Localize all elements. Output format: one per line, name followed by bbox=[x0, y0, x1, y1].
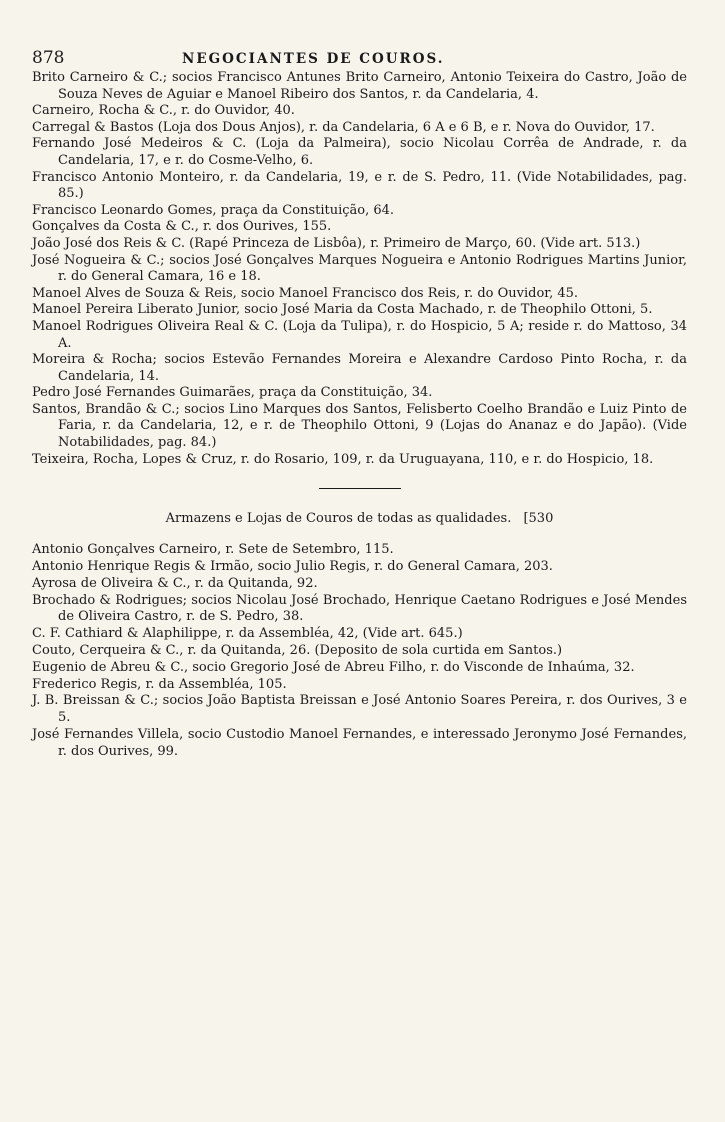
directory-entry: Manoel Rodrigues Oliveira Real & C. (Loja da Tulipa), r. do Hospicio, 5 A; reside r. do Mattoso, 34 A. bbox=[32, 318, 687, 351]
directory-entry: Frederico Regis, r. da Assembléa, 105. bbox=[32, 676, 287, 692]
directory-entry: José Nogueira & C.; socios José Gonçalves Marques Nogueira e Antonio Rodrigues Martins Junior, r. do General Camara, 16 e 18. bbox=[32, 252, 687, 285]
directory-entry: João José dos Reis & C. (Rapé Princeza de Lisbôa), r. Primeiro de Março, 60. (Vide art. 513.) bbox=[32, 235, 641, 251]
running-title: NEGOCIANTES DE COUROS. bbox=[182, 51, 445, 67]
directory-entry: Francisco Antonio Monteiro, r. da Candelaria, 19, e r. de S. Pedro, 11. (Vide Notabilidades, pag. 85.) bbox=[32, 169, 687, 202]
directory-entry: Pedro José Fernandes Guimarães, praça da Constituição, 34. bbox=[32, 385, 433, 401]
page-header bbox=[32, 48, 687, 68]
directory-entry: Moreira & Rocha; socios Estevão Fernandes Moreira e Alexandre Cardoso Pinto Rocha, r. da Candelaria, 14. bbox=[32, 352, 687, 384]
page bbox=[32, 48, 687, 761]
directory-entry: Teixeira, Rocha, Lopes & Cruz, r. do Rosario, 109, r. da Uruguayana, 110, e r. do Hospicio, 18. bbox=[32, 451, 654, 467]
directory-entry: Gonçalves da Costa & C., r. dos Ourives, 155. bbox=[32, 219, 332, 235]
section-divider bbox=[319, 488, 401, 489]
directory-entry: Brochado & Rodrigues; socios Nicolau José Brochado, Henrique Caetano Rodrigues e José Mendes de Oliveira Castro, r. de S. Pedro, 38. bbox=[32, 592, 687, 625]
directory-entry: C. F. Cathiard & Alaphilippe, r. da Assembléa, 42, (Vide art. 645.) bbox=[32, 626, 463, 642]
directory-entry: Carregal & Bastos (Loja dos Dous Anjos), r. da Candelaria, 6 A e 6 B, e r. Nova do Ouvidor, 17. bbox=[32, 119, 655, 135]
directory-entry: Brito Carneiro & C.; socios Francisco Antunes Brito Carneiro, Antonio Teixeira do Castro, João de Souza Neves de Aguiar e Manoel Ribeiro dos Santos, r. da Candelaria, 4. bbox=[32, 70, 687, 102]
directory-entry: Fernando José Medeiros & C. (Loja da Palmeira), socio Nicolau Corrêa de Andrade, r. da Candelaria, 17, e r. do Cosme-Velho, 6. bbox=[32, 136, 687, 168]
page-number: 878 bbox=[32, 48, 65, 68]
directory-entry: J. B. Breissan & C.; socios João Baptista Breissan e José Antonio Soares Pereira, r. dos Ourives, 3 e 5. bbox=[32, 693, 687, 726]
directory-entry: Francisco Leonardo Gomes, praça da Constituição, 64. bbox=[32, 202, 395, 218]
section-reference: [530 bbox=[523, 511, 554, 527]
directory-entry: Santos, Brandão & C.; socios Lino Marques dos Santos, Felisberto Coelho Brandão e Luiz Pinto de Faria, r. da Candelaria, 12, e r. de Theophilo Ottoni, 9 (Lojas do Ananaz e do Japão). (Vide Notabilidades, pag. 84.) bbox=[32, 401, 687, 451]
directory-entry: Carneiro, Rocha & C., r. do Ouvidor, 40. bbox=[32, 103, 295, 119]
directory-entry: Eugenio de Abreu & C., socio Gregorio José de Abreu Filho, r. do Visconde de Inhaúma, 32. bbox=[32, 659, 635, 675]
directory-entry: Couto, Cerqueira & C., r. da Quitanda, 26. (Deposito de sola curtida em Santos.) bbox=[32, 643, 563, 659]
warehouse-list bbox=[32, 542, 687, 760]
directory-entry: Antonio Henrique Regis & Irmão, socio Julio Regis, r. do General Camara, 203. bbox=[32, 559, 553, 575]
directory-entry: Antonio Gonçalves Carneiro, r. Sete de Setembro, 115. bbox=[32, 542, 394, 558]
directory-entry: Manoel Alves de Souza & Reis, socio Manoel Francisco dos Reis, r. do Ouvidor, 45. bbox=[32, 285, 579, 301]
section-heading bbox=[32, 511, 687, 526]
section-heading-text: Armazens e Lojas de Couros de todas as qualidades. bbox=[165, 511, 512, 527]
directory-entry: Manoel Pereira Liberato Junior, socio José Maria da Costa Machado, r. de Theophilo Ottoni, 5. bbox=[32, 302, 653, 318]
directory-entry: José Fernandes Villela, socio Custodio Manoel Fernandes, e interessado Jeronymo José Fernandes, r. dos Ourives, 99. bbox=[32, 727, 687, 759]
directory-entry: Ayrosa de Oliveira & C., r. da Quitanda, 92. bbox=[32, 575, 318, 591]
merchant-list bbox=[32, 70, 687, 468]
